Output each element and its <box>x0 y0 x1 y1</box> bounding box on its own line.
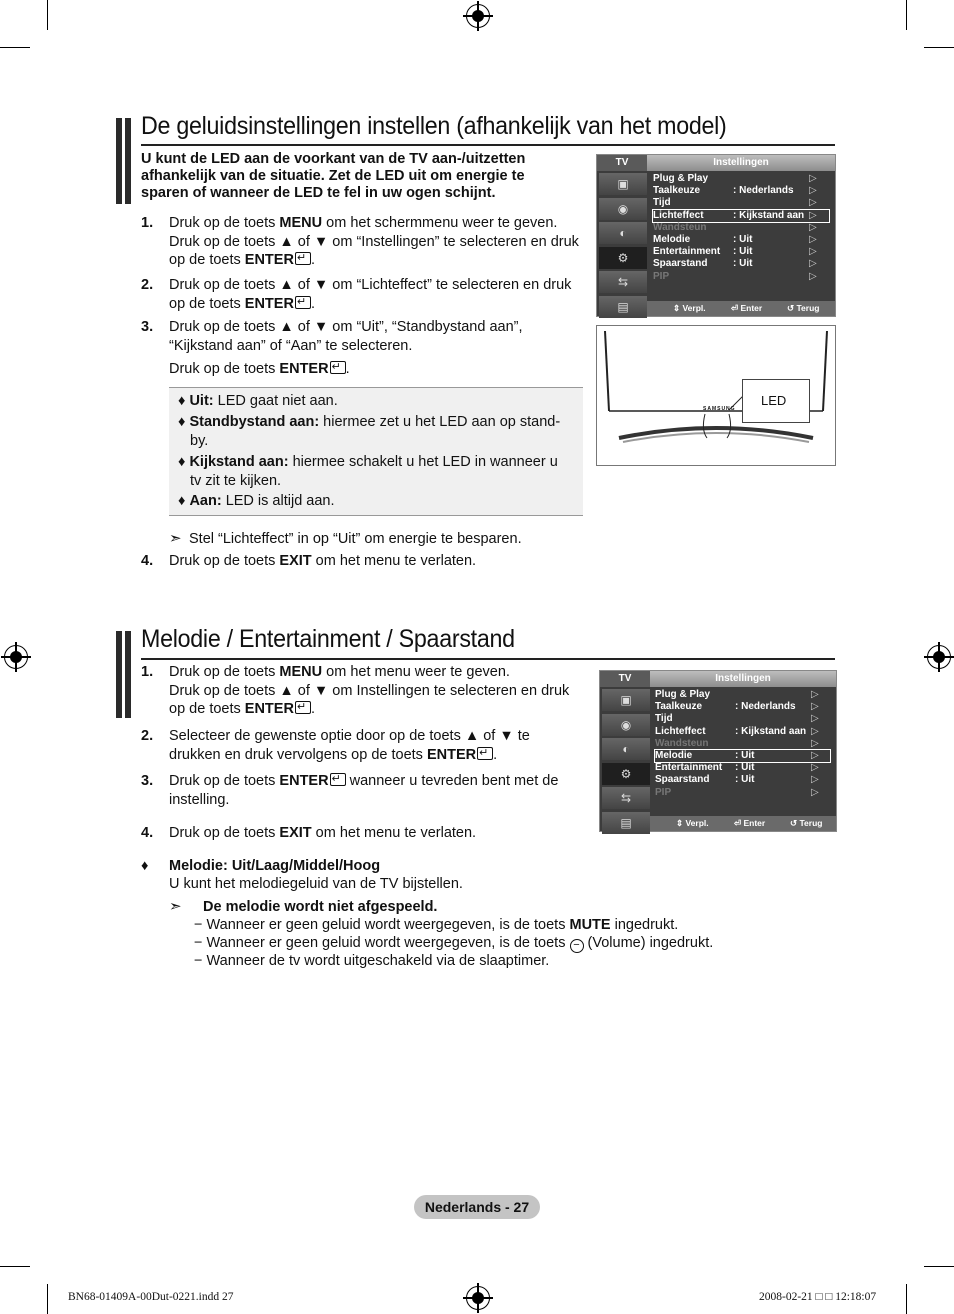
sound-icon: ◉ <box>599 198 647 220</box>
crop-mark <box>906 0 907 30</box>
note-title: ➣ De melodie wordt niet afgespeeld. <box>169 898 438 915</box>
menu-row: PIP ▷ <box>655 786 819 798</box>
registration-mark-icon <box>4 645 28 669</box>
tv-tab: TV <box>597 155 647 171</box>
channel-icon: ◐ <box>602 738 650 760</box>
file-info: BN68-01409A-00Dut-0221.indd 27 <box>68 1291 234 1303</box>
option-item: ♦ Standbystand aan: hiermee zet u het LED aan op stand- by. <box>178 414 561 449</box>
crop-mark <box>906 1284 907 1314</box>
menu-footer: ⇕ Verpl. ⏎ Enter ↺ Terug <box>650 816 836 831</box>
registration-mark-icon <box>466 4 490 28</box>
melody-title: Melodie: Uit/Laag/Middel/Hoog <box>169 858 381 874</box>
menu-header: Instellingen <box>650 671 836 687</box>
menu-row: Tijd ▷ <box>653 197 817 209</box>
step-text: Druk op de toets ▲ of ▼ om “Lichteffect” te selecteren en druk op de toets ENTER↵ . <box>169 276 589 313</box>
brand-logo: SAMSUNG <box>703 406 736 412</box>
step-text: Druk op de toets ▲ of ▼ om “Uit”, “Standbystand aan”, “Kijkstand aan” of “Aan” te selecteren. <box>169 319 523 354</box>
step-number: 2. <box>141 277 154 293</box>
volume-minus-icon: − <box>570 939 584 953</box>
tv-led-illustration <box>596 325 836 466</box>
step-text: Druk op de toets MENU om het menu weer te geven. Druk op de toets ▲ of ▼ om Instellingen te selecteren en druk op de toets ENTER↵ . <box>169 663 599 719</box>
enter-icon <box>295 296 311 309</box>
menu-row: Plug & Play ▷ <box>653 173 817 184</box>
menu-row: Entertainment : Uit ▷ <box>653 246 817 258</box>
note-arrow-icon: ➣ <box>169 898 182 915</box>
step-text: Druk op de toets EXIT om het menu te verlaten. <box>169 553 477 569</box>
crop-mark <box>924 1266 954 1267</box>
application-icon: ▤ <box>599 296 647 318</box>
crop-mark <box>47 0 48 30</box>
menu-row-selected: Melodie : Uit ▷ <box>655 750 830 762</box>
section-bar <box>116 631 122 718</box>
step-text: Druk op de toets MENU om het schermmenu weer te geven. Druk op de toets ▲ of ▼ om “Instellingen” te selecteren en druk op de toets ENTER↵ . <box>169 214 589 270</box>
step-text: Druk op de toets EXIT om het menu te verlaten. <box>169 825 477 841</box>
tv-menu-screenshot <box>596 154 836 317</box>
menu-row: Wandsteun ▷ <box>655 737 819 749</box>
section-title: Melodie / Entertainment / Spaarstand <box>141 625 515 653</box>
menu-row-selected: Lichteffect : Kijkstand aan ▷ <box>653 210 829 222</box>
step-text: Druk op de toets ENTER↵ . <box>169 360 589 379</box>
menu-header: Instellingen <box>647 155 835 171</box>
sound-icon: ◉ <box>602 714 650 736</box>
section-title: De geluidsinstellingen instellen (afhankelijk van het model) <box>141 112 727 140</box>
crop-mark <box>47 1284 48 1314</box>
section-underline <box>141 144 835 146</box>
setup-gear-icon: ⚙ <box>602 763 650 785</box>
step-text: Druk op de toets ENTER↵ wanneer u tevreden bent met de instelling. <box>169 772 599 809</box>
note-line: − Wanneer er geen geluid wordt weergegeven, is de toets MUTE ingedrukt. <box>194 917 679 933</box>
menu-footer: ⇕ Verpl. ⏎ Enter ↺ Terug <box>647 301 835 316</box>
led-label: LED <box>761 393 787 408</box>
page-number: Nederlands - 27 <box>414 1195 540 1219</box>
enter-icon <box>330 361 346 374</box>
section-bar <box>116 118 122 204</box>
step-number: 1. <box>141 664 154 680</box>
registration-mark-icon <box>927 645 951 669</box>
option-item: ♦ Aan: LED is altijd aan. <box>178 493 335 509</box>
tv-tab: TV <box>600 671 650 687</box>
section-bar <box>125 631 131 718</box>
picture-icon: ▣ <box>599 173 647 195</box>
enter-icon <box>330 773 346 786</box>
melody-text: U kunt het melodiegeluid van de TV bijstellen. <box>169 876 463 892</box>
tip-text: ➣ Stel “Lichteffect” in op “Uit” om energie te besparen. <box>169 530 522 547</box>
menu-row: Tijd ▷ <box>655 713 819 725</box>
print-date: 2008-02-21 □ □ 12:18:07 <box>759 1291 877 1303</box>
enter-icon <box>295 252 311 265</box>
intro-text: U kunt de LED aan de voorkant van de TV aan-/uitzetten afhankelijk van de situatie. Zet de LED uit om energie te sparen of wanneer de LED te fel in uw ogen schijnt. <box>141 151 526 201</box>
menu-row: PIP ▷ <box>653 270 817 282</box>
menu-row: Spaarstand : Uit ▷ <box>655 774 819 786</box>
crop-mark <box>0 1266 30 1267</box>
note-line: − Wanneer de tv wordt uitgeschakeld via de slaaptimer. <box>194 953 550 969</box>
option-item: ♦ Uit: LED gaat niet aan. <box>178 393 338 409</box>
input-icon: ⇆ <box>602 787 650 809</box>
application-icon: ▤ <box>602 812 650 834</box>
note-arrow-icon: ➣ <box>169 530 182 547</box>
menu-row: Spaarstand : Uit ▷ <box>653 258 817 270</box>
menu-row: Plug & Play ▷ <box>655 689 819 700</box>
enter-icon <box>477 747 493 760</box>
menu-sidebar <box>599 173 647 320</box>
note-line: − Wanneer er geen geluid wordt weergegeven, is de toets − (Volume) ingedrukt. <box>194 935 714 951</box>
menu-sidebar <box>602 689 650 836</box>
input-icon: ⇆ <box>599 271 647 293</box>
menu-row: Taalkeuze : Nederlands ▷ <box>653 185 817 197</box>
section-underline <box>141 658 835 660</box>
step-number: 3. <box>141 319 154 335</box>
option-item: ♦ Kijkstand aan: hiermee schakelt u het LED in wanneer u tv zit te kijken. <box>178 454 558 489</box>
menu-row: Taalkeuze : Nederlands ▷ <box>655 701 819 713</box>
menu-row: Lichteffect : Kijkstand aan ▷ <box>655 725 819 737</box>
menu-row: Wandsteun ▷ <box>653 221 817 233</box>
tv-menu-screenshot <box>599 670 837 832</box>
section-bar <box>125 118 131 204</box>
step-number: 2. <box>141 728 154 744</box>
menu-row: Melodie : Uit ▷ <box>653 233 817 245</box>
menu-list <box>655 689 830 799</box>
setup-gear-icon: ⚙ <box>599 247 647 269</box>
menu-list <box>653 173 829 283</box>
channel-icon: ◐ <box>599 222 647 244</box>
crop-mark <box>0 47 30 48</box>
menu-row: Entertainment : Uit ▷ <box>655 762 819 774</box>
step-text: Selecteer de gewenste optie door op de toets ▲ of ▼ te drukken en druk vervolgens op de toets ENTER↵ . <box>169 727 599 764</box>
registration-mark-icon <box>466 1286 490 1310</box>
enter-icon <box>295 701 311 714</box>
picture-icon: ▣ <box>602 689 650 711</box>
step-number: 4. <box>141 825 154 841</box>
bullet-diamond: ♦ <box>141 858 149 874</box>
step-number: 3. <box>141 773 154 789</box>
step-number: 1. <box>141 215 154 231</box>
step-number: 4. <box>141 553 154 569</box>
crop-mark <box>924 47 954 48</box>
